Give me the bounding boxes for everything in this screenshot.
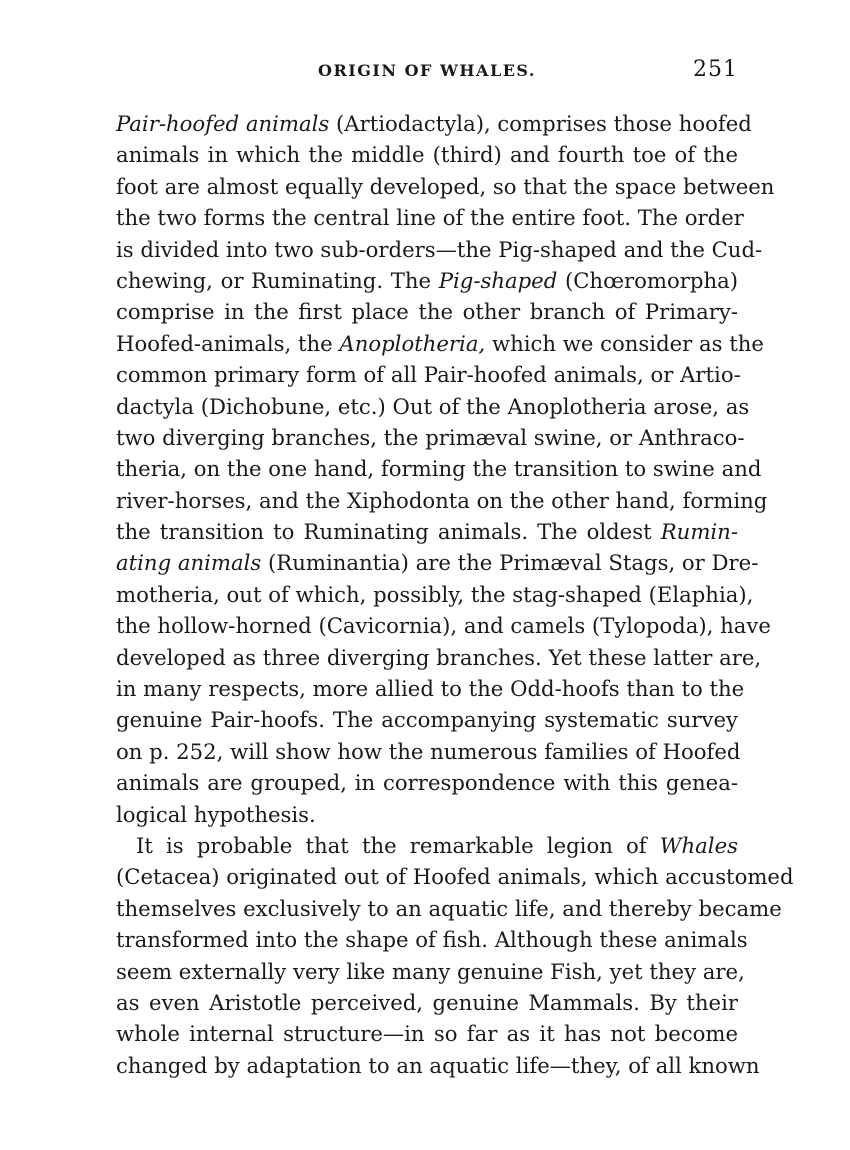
running-header [116, 57, 738, 87]
text-run: (Ruminantia) are the Primæval Stags, or Dre- [261, 550, 759, 576]
text-run: which we consider as the [485, 330, 764, 356]
text-line [116, 1050, 760, 1081]
text-line [116, 830, 738, 861]
text-run: foot are almost equally developed, so that the space between [116, 173, 775, 199]
italic-term: Pig-shaped [438, 267, 558, 293]
text-run: as even Aristotle perceived, genuine Mammals. By their [116, 989, 738, 1015]
text-run: animals are grouped, in correspondence with this genea- [116, 770, 738, 796]
text-run: (Cetacea) originated out of Hoofed animals, which accustomed [116, 864, 794, 890]
text-line [116, 861, 794, 892]
text-run: two diverging branches, the primæval swine, or Anthraco- [116, 424, 745, 450]
text-line [116, 673, 745, 704]
text-run: whole internal structure—in so far as it has not become [116, 1021, 738, 1047]
text-line [116, 171, 775, 202]
italic-term: Pair-hoofed animals [116, 111, 330, 136]
page-number: 251 [693, 57, 738, 82]
text-line [116, 391, 750, 422]
text-run: in many respects, more allied to the Odd-hoofs than to the [116, 676, 745, 702]
text-run: chewing, or Ruminating. The [116, 267, 439, 293]
text-line [116, 642, 762, 673]
italic-term: Anoplotheria, [339, 330, 486, 356]
text-line [116, 234, 763, 265]
text-line [116, 108, 752, 139]
running-title: ORIGIN OF WHALES. [318, 61, 536, 80]
text-run: river-horses, and the Xiphodonta on the other hand, forming [116, 487, 768, 513]
text-run: developed as three diverging branches. Yet these latter are, [116, 644, 762, 670]
text-run: animals in which the middle (third) and fourth toe of the [116, 142, 738, 168]
text-line [116, 359, 741, 390]
text-run: themselves exclusively to an aquatic life, and thereby became [116, 895, 782, 921]
text-line [116, 453, 762, 484]
body-text [116, 108, 794, 1081]
italic-term: Whales [659, 832, 738, 858]
text-run: It is probable that the remarkable legion of [136, 832, 660, 858]
text-run: (Artiodactyla), comprises those hoofed [329, 111, 752, 136]
text-line [116, 1018, 738, 1049]
text-line [116, 516, 738, 547]
paragraph [116, 830, 794, 1081]
text-run: on p. 252, will show how the numerous families of Hoofed [116, 738, 741, 764]
text-line [116, 328, 764, 359]
text-line [116, 956, 745, 987]
text-run: (Chœromorpha) [557, 267, 738, 293]
italic-term: ating animals [116, 550, 262, 576]
text-line [116, 547, 759, 578]
text-run: genuine Pair-hoofs. The accompanying systematic survey [116, 707, 738, 733]
text-line [116, 485, 768, 516]
text-run: comprise in the first place the other branch of Primary- [116, 299, 738, 325]
text-line [116, 202, 744, 233]
text-run: transformed into the shape of fish. Although these animals [116, 927, 748, 953]
text-run: dactyla (Dichobune, etc.) Out of the Anoplotheria arose, as [116, 393, 750, 419]
text-line [116, 579, 754, 610]
text-line [116, 610, 771, 641]
text-line [116, 139, 738, 170]
text-run: the hollow-horned (Cavicornia), and camels (Tylopoda), have [116, 613, 771, 639]
text-run: motheria, out of which, possibly, the stag-shaped (Elaphia), [116, 581, 754, 607]
text-line [116, 422, 745, 453]
text-run: the two forms the central line of the entire foot. The order [116, 205, 744, 231]
text-run: seem externally very like many genuine Fish, yet they are, [116, 958, 745, 984]
text-line [116, 704, 738, 735]
text-line [116, 296, 738, 327]
text-run: theria, on the one hand, forming the transition to swine and [116, 456, 762, 482]
text-line [116, 987, 738, 1018]
text-run: common primary form of all Pair-hoofed animals, or Artio- [116, 362, 741, 388]
text-run: is divided into two sub-orders—the Pig-shaped and the Cud- [116, 236, 763, 262]
text-run: the transition to Ruminating animals. The oldest [116, 519, 661, 545]
text-run: Hoofed-animals, the [116, 330, 340, 356]
text-line [116, 924, 748, 955]
text-line [116, 736, 741, 767]
italic-term: Rumin- [660, 519, 738, 545]
text-line [116, 265, 738, 296]
text-line [116, 893, 782, 924]
text-run: changed by adaptation to an aquatic life—they, of all known [116, 1052, 760, 1078]
text-line [116, 799, 738, 830]
text-run: logical hypothesis. [116, 801, 316, 827]
paragraph [116, 108, 775, 830]
text-line [116, 767, 738, 798]
